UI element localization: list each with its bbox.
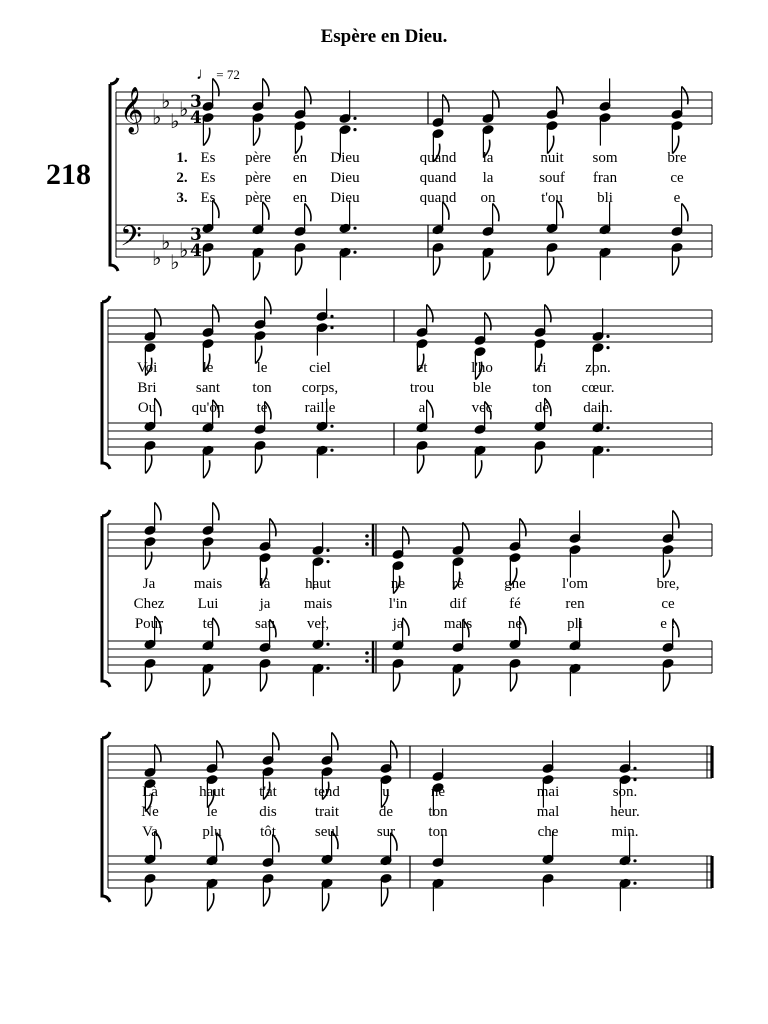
system-3-bass-note-flag bbox=[393, 673, 399, 691]
lyric-syllable: min. bbox=[611, 824, 639, 840]
system-2-soprano-note-flag bbox=[213, 304, 219, 322]
system-2-tenor-note-dot bbox=[330, 425, 333, 428]
lyric-syllable: u bbox=[382, 784, 390, 800]
system-2-tenor-note-flag bbox=[427, 400, 433, 418]
lyric-syllable: nuit bbox=[540, 150, 564, 166]
system-4-bracket bbox=[102, 732, 110, 902]
system-1-bass-note-flag bbox=[253, 262, 259, 280]
system-1-bass-note-flag bbox=[203, 257, 209, 275]
system-3-bass-note-flag bbox=[510, 673, 516, 691]
system-3-bass-note-flag bbox=[663, 673, 669, 691]
system-1-tenor-note-dot bbox=[353, 227, 356, 230]
lyric-syllable: mal bbox=[536, 804, 560, 820]
system-1-soprano-note-dot bbox=[353, 117, 356, 120]
lyric-syllable: père bbox=[245, 170, 271, 186]
system-4-bass-note-dot bbox=[633, 882, 636, 885]
system-1-soprano-note-flag bbox=[213, 78, 219, 96]
bass-clef-icon: 𝄢 bbox=[120, 220, 142, 260]
lyric-syllable: Dieu bbox=[330, 150, 360, 166]
lyric-syllable: bre bbox=[667, 150, 687, 166]
lyric-syllable: mais bbox=[443, 616, 473, 632]
lyric-syllable: l'om bbox=[561, 576, 589, 592]
lyric-syllable: le bbox=[206, 804, 218, 820]
flat-icon: ♭ bbox=[152, 105, 162, 129]
system-3-bass-note-flag bbox=[453, 678, 459, 696]
system-2-soprano-note-flag bbox=[265, 296, 271, 314]
flat-icon: ♭ bbox=[170, 109, 180, 133]
system-1-bass-note-flag bbox=[547, 257, 553, 275]
system-3-bass-note-flag bbox=[203, 678, 209, 696]
lyric-syllable: ren bbox=[565, 596, 585, 612]
system-2-soprano-note-dot bbox=[330, 315, 333, 318]
system-1-soprano-note-flag bbox=[682, 86, 688, 104]
system-1-soprano-note-flag bbox=[557, 86, 563, 104]
lyric-syllable: ver, bbox=[306, 616, 330, 632]
system-4-bass-note-flag bbox=[207, 893, 213, 911]
system-3-alto-note-flag bbox=[663, 560, 669, 578]
lyric-syllable: mais bbox=[193, 576, 223, 592]
system-2-bass-note-flag bbox=[255, 455, 261, 473]
lyric-syllable: de bbox=[378, 804, 394, 820]
system-4-soprano-note-flag bbox=[217, 740, 223, 758]
lyric-syllable: Pour bbox=[134, 616, 164, 632]
lyric-syllable: la bbox=[482, 150, 494, 166]
hymn-number: 218 bbox=[46, 158, 91, 191]
lyric-syllable: bre, bbox=[656, 576, 680, 592]
flat-icon: ♭ bbox=[152, 246, 162, 270]
system-2-bass-note-flag bbox=[145, 455, 151, 473]
lyric-syllable: raille bbox=[304, 400, 336, 416]
system-1-soprano-note-flag bbox=[493, 90, 499, 108]
system-4-soprano-note-flag bbox=[391, 740, 397, 758]
system-2-soprano-note-flag bbox=[545, 304, 551, 322]
system-4-bass-note-flag bbox=[381, 888, 387, 906]
system-2-bracket bbox=[102, 296, 110, 469]
lyric-syllable: Va bbox=[142, 824, 158, 840]
system-3-bass-note-dot bbox=[326, 667, 329, 670]
lyric-syllable: souf bbox=[539, 170, 565, 186]
lyric-syllable: tôt bbox=[260, 824, 276, 840]
lyric-syllable: gne bbox=[504, 576, 526, 592]
lyric-syllable: sur bbox=[376, 824, 396, 840]
lyric-syllable: père bbox=[245, 190, 271, 206]
lyric-syllable: Là bbox=[142, 784, 158, 800]
lyric-syllable: Bri bbox=[137, 380, 157, 396]
lyric-syllable: Ou bbox=[137, 400, 157, 416]
lyric-syllable: Chez bbox=[133, 596, 165, 612]
lyric-syllable: plu bbox=[202, 824, 222, 840]
system-4-soprano-note-dot bbox=[633, 767, 636, 770]
tempo-value: = 72 bbox=[216, 67, 240, 82]
lyric-syllable: dé bbox=[534, 400, 550, 416]
system-1-bass-note-flag bbox=[672, 257, 678, 275]
lyric-syllable: là bbox=[259, 576, 271, 592]
system-2-alto-note-dot bbox=[330, 326, 333, 329]
system-3-repeat-dot bbox=[365, 651, 369, 655]
lyric-syllable: trait bbox=[314, 804, 340, 820]
system-3-soprano-note-flag bbox=[270, 518, 276, 536]
lyric-syllable: quand bbox=[419, 190, 457, 206]
lyric-syllable: haut bbox=[305, 576, 331, 592]
lyric-syllable: mais bbox=[303, 596, 333, 612]
system-3-bass-note-flag bbox=[145, 673, 151, 691]
system-3-repeat-dot bbox=[365, 542, 369, 546]
lyric-syllable: t'ou bbox=[541, 190, 563, 206]
system-3-soprano-note-flag bbox=[463, 522, 469, 540]
lyric-syllable: te bbox=[202, 616, 214, 632]
lyric-syllable: et bbox=[416, 360, 428, 376]
system-2-bass-note-dot bbox=[606, 449, 609, 452]
system-4-bass-note-flag bbox=[145, 888, 151, 906]
lyric-syllable: dis bbox=[259, 804, 277, 820]
lyric-syllable: ja bbox=[392, 616, 404, 632]
lyric-syllable: ciel bbox=[309, 360, 331, 376]
system-4-bass-note-flag bbox=[322, 893, 328, 911]
system-3-soprano-note-flag bbox=[155, 502, 161, 520]
system-3-soprano-note-flag bbox=[673, 510, 679, 528]
lyric-syllable: ne bbox=[507, 616, 523, 632]
lyric-syllable: Lui bbox=[197, 596, 219, 612]
flat-icon: ♭ bbox=[170, 250, 180, 274]
lyric-syllable: ne bbox=[390, 576, 406, 592]
lyric-syllable: heur. bbox=[610, 804, 640, 820]
lyric-syllable: som bbox=[592, 150, 618, 166]
lyric-syllable: quand bbox=[419, 170, 457, 186]
lyric-syllable: ri bbox=[537, 360, 547, 376]
lyric-syllable: ble bbox=[472, 380, 492, 396]
lyric-syllable: Dieu bbox=[330, 170, 360, 186]
lyric-syllable: le bbox=[202, 360, 214, 376]
lyric-syllable: corps, bbox=[301, 380, 339, 396]
system-3-soprano-note-flag bbox=[403, 526, 409, 544]
system-1-bass-note-flag bbox=[433, 257, 439, 275]
flat-icon: ♭ bbox=[179, 238, 189, 262]
lyric-syllable: che bbox=[537, 824, 559, 840]
system-2-bass-note-flag bbox=[203, 460, 209, 478]
system-2-bass-note-dot bbox=[330, 449, 333, 452]
lyric-syllable: dain. bbox=[583, 400, 613, 416]
lyric-syllable: fé bbox=[509, 596, 521, 612]
system-1-alto-note-dot bbox=[353, 128, 356, 131]
system-2-soprano-note-flag bbox=[485, 312, 491, 330]
system-1-tenor-note-flag bbox=[682, 203, 688, 221]
lyric-syllable: Es bbox=[200, 190, 216, 206]
system-1-alto-note-flag bbox=[203, 128, 209, 146]
system-1-bass-note-flag bbox=[295, 257, 301, 275]
lyric-syllable: on bbox=[480, 190, 496, 206]
lyric-syllable: sau bbox=[255, 616, 275, 632]
time-signature-lower: 4 bbox=[190, 108, 202, 128]
system-4-soprano-note-flag bbox=[273, 732, 279, 750]
lyric-syllable: bli bbox=[597, 190, 613, 206]
system-3-repeat-dot bbox=[365, 534, 369, 538]
system-1-soprano-note-flag bbox=[443, 94, 449, 112]
system-1-bass-note-flag bbox=[483, 262, 489, 280]
system-1-soprano-note-flag bbox=[263, 78, 269, 96]
system-2-alto-note-dot bbox=[606, 346, 609, 349]
lyric-syllable: Ne bbox=[141, 804, 159, 820]
lyric-syllable: ce bbox=[670, 170, 684, 186]
verse-number: 3. bbox=[176, 190, 188, 206]
lyric-syllable: t'at bbox=[259, 784, 277, 800]
system-2-soprano-note-dot bbox=[606, 335, 609, 338]
system-1-bracket bbox=[110, 78, 118, 271]
system-4-bass-note-flag bbox=[263, 888, 269, 906]
lyric-syllable: qu'on bbox=[191, 400, 225, 416]
lyric-syllable: en bbox=[292, 170, 308, 186]
system-2-soprano-note-flag bbox=[155, 308, 161, 326]
lyric-syllable: mai bbox=[536, 784, 560, 800]
system-3-bracket bbox=[102, 510, 110, 687]
lyric-syllable: l'in bbox=[388, 596, 408, 612]
treble-clef-icon: 𝄞 bbox=[120, 87, 144, 133]
lyric-syllable: ne bbox=[430, 784, 446, 800]
system-3-tenor-note-dot bbox=[326, 643, 329, 646]
time-signature-upper: 3 bbox=[190, 92, 202, 112]
lyric-syllable: en bbox=[292, 190, 308, 206]
system-4-alto-note-dot bbox=[633, 778, 636, 781]
lyric-syllable: Voi bbox=[136, 360, 158, 376]
flat-icon: ♭ bbox=[161, 230, 171, 254]
lyric-syllable: seul bbox=[314, 824, 340, 840]
lyric-syllable: en bbox=[292, 150, 308, 166]
verse-number: 1. bbox=[176, 150, 188, 166]
lyric-syllable: sant bbox=[195, 380, 221, 396]
lyric-syllable: le bbox=[256, 360, 268, 376]
time-signature-lower: 4 bbox=[190, 241, 202, 261]
lyric-syllable: ja bbox=[259, 596, 271, 612]
lyric-syllable: haut bbox=[199, 784, 225, 800]
lyric-syllable: fran bbox=[592, 170, 618, 186]
system-3-bass-note-flag bbox=[260, 673, 266, 691]
system-4-tenor-note-dot bbox=[633, 859, 636, 862]
system-2-bass-note-flag bbox=[417, 455, 423, 473]
system-3-soprano-note-dot bbox=[326, 549, 329, 552]
quarter-note-icon: ♩ bbox=[196, 64, 213, 83]
lyric-syllable: l'ho bbox=[471, 360, 493, 376]
system-3-repeat-dot bbox=[365, 659, 369, 663]
lyric-syllable: pli bbox=[567, 616, 583, 632]
lyric-syllable: e bbox=[673, 190, 681, 206]
lyric-syllable: vec bbox=[471, 400, 493, 416]
flat-icon: ♭ bbox=[179, 97, 189, 121]
system-4-soprano-note-flag bbox=[155, 744, 161, 762]
lyric-syllable: Es bbox=[200, 170, 216, 186]
lyric-syllable: ton bbox=[252, 380, 272, 396]
system-3-alto-note-flag bbox=[203, 552, 209, 570]
system-4-soprano-note-flag bbox=[332, 732, 338, 750]
system-1-alto-note-flag bbox=[253, 128, 259, 146]
time-signature-upper: 3 bbox=[190, 225, 202, 245]
verse-number: 2. bbox=[176, 170, 188, 186]
system-2-bass-note-flag bbox=[535, 455, 541, 473]
lyric-syllable: rè bbox=[452, 576, 464, 592]
lyric-syllable: zon. bbox=[585, 360, 611, 376]
lyric-syllable: a bbox=[418, 400, 426, 416]
lyric-syllable: dif bbox=[449, 596, 467, 612]
hymn-title: Espère en Dieu. bbox=[320, 26, 448, 47]
system-2-bass-note-flag bbox=[475, 460, 481, 478]
lyric-syllable: la bbox=[482, 170, 494, 186]
lyric-syllable: te bbox=[256, 400, 268, 416]
lyric-syllable: quand bbox=[419, 150, 457, 166]
lyric-syllable: ce bbox=[661, 596, 675, 612]
lyric-syllable: Ja bbox=[142, 576, 156, 592]
lyric-syllable: tend bbox=[314, 784, 340, 800]
system-3-soprano-note-flag bbox=[520, 518, 526, 536]
lyric-syllable: trou bbox=[409, 380, 435, 396]
system-3-soprano-note-flag bbox=[213, 502, 219, 520]
lyric-syllable: ton bbox=[428, 804, 448, 820]
system-3-alto-note-flag bbox=[145, 552, 151, 570]
lyric-syllable: ton bbox=[428, 824, 448, 840]
system-2-soprano-note-flag bbox=[427, 304, 433, 322]
system-1-bass-note-dot bbox=[353, 251, 356, 254]
flat-icon: ♭ bbox=[161, 89, 171, 113]
lyric-syllable: père bbox=[245, 150, 271, 166]
lyric-syllable: ton bbox=[532, 380, 552, 396]
lyric-syllable: Es bbox=[200, 150, 216, 166]
system-2-tenor-note-dot bbox=[606, 426, 609, 429]
lyric-syllable: Dieu bbox=[330, 190, 360, 206]
lyric-syllable: e ! bbox=[660, 616, 676, 632]
lyric-syllable: son. bbox=[612, 784, 638, 800]
lyric-syllable: cœur. bbox=[581, 380, 615, 396]
system-1-soprano-note-flag bbox=[305, 86, 311, 104]
system-3-alto-note-dot bbox=[326, 560, 329, 563]
